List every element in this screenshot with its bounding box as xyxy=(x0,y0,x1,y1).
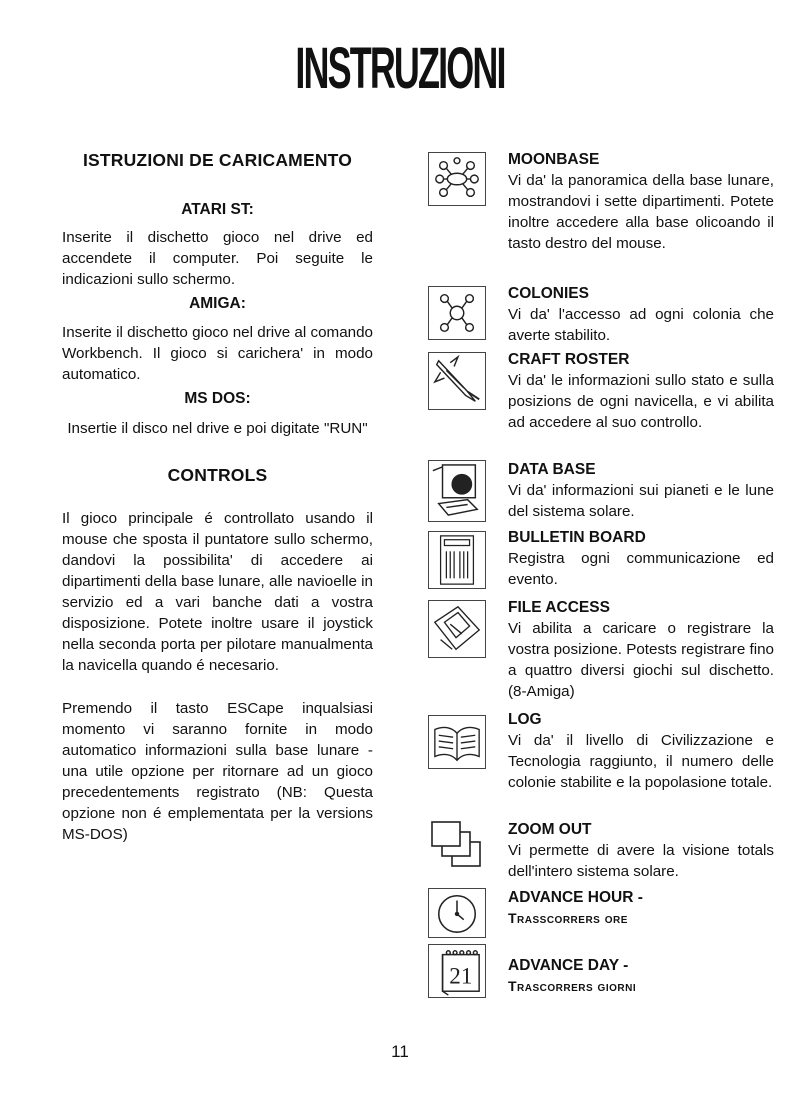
calendar-number: 21 xyxy=(449,962,473,989)
rocket-icon xyxy=(428,352,486,410)
entry-title: COLONIES xyxy=(508,285,589,302)
zoom-out-icon xyxy=(428,820,486,872)
left-column xyxy=(62,150,373,845)
clock-icon xyxy=(428,888,486,938)
entry-subtitle: Trascorrers giorni xyxy=(508,978,637,994)
entry-description: Vi abilita a caricare o registrare la vostra posizione. Potests registrare fino a quattro diversi giochi sul dischetto. (8-Amiga) xyxy=(508,620,774,700)
msdos-text: Insertie il disco nel drive e poi digitate "RUN" xyxy=(67,420,368,437)
page-number: 11 xyxy=(391,1042,409,1061)
atari-heading: ATARI ST: xyxy=(181,201,254,218)
entry-description: Vi da' l'accesso ad ogni colonia che averte stabilito. xyxy=(508,306,774,344)
entry-description: Vi permette di avere la visione totals dell'intero sistema solare. xyxy=(508,842,774,880)
entry-title: BULLETIN BOARD xyxy=(508,529,646,546)
msdos-heading: MS DOS: xyxy=(184,390,251,407)
entry-description: Vi da' la panoramica della base lunare, mostrandovi i sette dipartimenti. Potete inoltre accedere alla base olicoando il tasto destro del mouse. xyxy=(508,172,774,252)
atari-text: Inserite il dischetto gioco nel drive ed accendete il computer. Poi seguite le indicazioni sullo schermo. xyxy=(62,229,373,288)
entry-text xyxy=(508,956,774,997)
book-icon xyxy=(428,715,486,769)
entry-text xyxy=(508,460,774,522)
calendar-icon xyxy=(428,944,486,998)
page-title: INSTRUZIONI xyxy=(295,36,505,101)
entry-title: LOG xyxy=(508,711,542,728)
entry-text xyxy=(508,284,774,346)
entry-text xyxy=(508,598,774,702)
entry-title: ADVANCE HOUR - xyxy=(508,889,643,906)
amiga-heading: AMIGA: xyxy=(189,295,246,312)
entry-subtitle: Trasscorrers ore xyxy=(508,910,628,926)
entry-title: FILE ACCESS xyxy=(508,599,610,616)
entry-description: Vi da' informazioni sui pianeti e le lune del sistema solare. xyxy=(508,482,774,520)
amiga-text: Inserite il dischetto gioco nel drive al comando Workbench. Il gioco si carichera' in modo automatico. xyxy=(62,324,373,383)
entry-title: ADVANCE DAY - xyxy=(508,957,629,974)
entry-title: CRAFT ROSTER xyxy=(508,351,630,368)
controls-text-2: Premendo il tasto ESCape inqualsiasi momento vi saranno fornite in modo automatico informazioni sulla base lunare - una utile opzione per ritornare ad un gioco precedentements registrato (NB: Questa opzione non é emplementata per la versions MS-DOS) xyxy=(62,700,373,843)
loading-heading: ISTRUZIONI DE CARICAMENTO xyxy=(82,150,353,170)
controls-text-1: Il gioco principale é controllato usando il mouse che sposta il puntatore sullo schermo, dandovi la possibilita' di accedere ai dipartimenti della base lunare, alle navioelle in servizio ed a vari banche dati a vostra disposizione. Potete inoltre usare il joystick nella seconda porta per pilotare manualmenta la navicella quando é necesario. xyxy=(62,510,373,674)
entry-description: Registra ogni communicazione ed evento. xyxy=(508,550,774,588)
bulletin-board-icon xyxy=(428,531,486,589)
entry-description: Vi da' le informazioni sullo stato e sulla posizions de ogni navicella, e vi abilita ad accedere al suo controllo. xyxy=(508,372,774,431)
entry-description: Vi da' il livello di Civilizzazione e Tecnologia raggiunto, il numero delle colonie stabilite e la popolasione totale. xyxy=(508,732,774,791)
entry-text xyxy=(508,150,774,254)
file-icon xyxy=(428,600,486,658)
entry-text xyxy=(508,888,774,929)
entry-title: MOONBASE xyxy=(508,151,600,168)
entry-text xyxy=(508,350,774,433)
computer-icon xyxy=(428,460,486,522)
entry-title: DATA BASE xyxy=(508,461,596,478)
moonbase-icon xyxy=(428,152,486,206)
entry-text xyxy=(508,528,774,590)
colonies-icon xyxy=(428,286,486,340)
entry-text xyxy=(508,710,774,793)
entry-title: ZOOM OUT xyxy=(508,821,592,838)
entry-text xyxy=(508,820,774,882)
controls-heading: CONTROLS xyxy=(167,465,268,485)
